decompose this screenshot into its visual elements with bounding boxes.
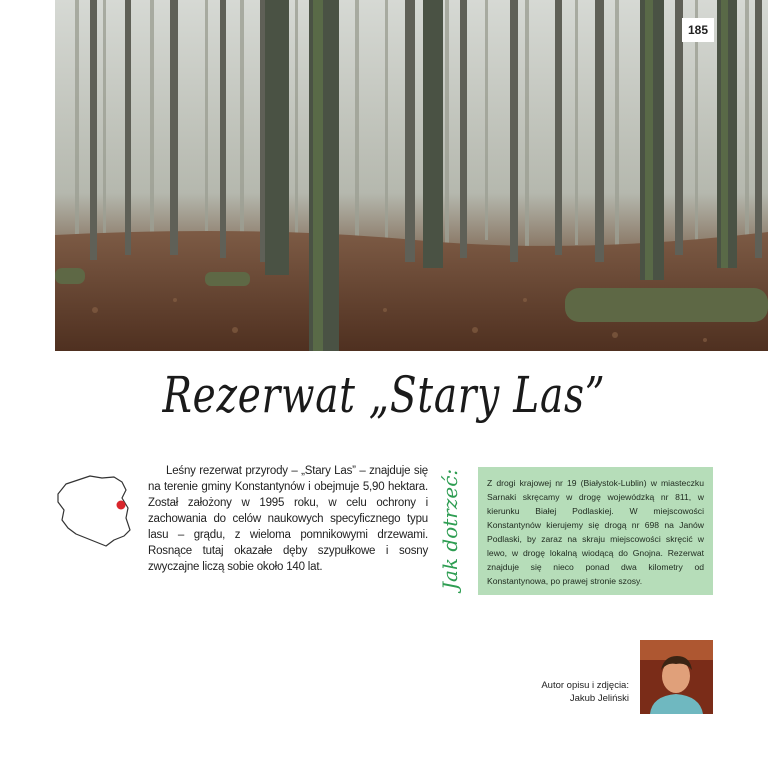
- page-title: Rezerwat „Stary Las”: [162, 366, 606, 424]
- author-name: Jakub Jeliński: [569, 693, 629, 704]
- author-photo: [640, 640, 713, 714]
- forest-illustration: [55, 0, 768, 351]
- forest-photo: [55, 0, 768, 351]
- poland-outline-icon: [52, 474, 134, 549]
- author-portrait: [640, 640, 713, 714]
- author-caption: Autor opisu i zdjęcia:: [541, 680, 629, 691]
- author-credit: [500, 679, 629, 705]
- directions-label: Jak dotrzeć:: [438, 468, 462, 590]
- location-marker-icon: [117, 501, 126, 510]
- directions-box: Z drogi krajowej nr 19 (Białystok-Lublin) w miasteczku Sarnaki skręcamy w drogę wojewódzką nr 811, w kierunku Białej Podlaskiej. W miejscowości Konstantynów kierujemy się drogą nr 698 na Janów Podlaski, by zaraz na skraju miejscowości skręcić w lewo, w drogę lokalną wiodącą do Gnojna. Rezerwat znajduje się nieco ponad dwa kilometry od Konstantynowa, po prawej stronie szosy.: [478, 467, 713, 595]
- page-number: 185: [682, 18, 714, 42]
- article-description: Leśny rezerwat przyrody – „Stary Las” – znajduje się na terenie gminy Konstantynów i obejmuje 5,90 hektara. Został założony w 1995 roku, w celu ochrony i zachowania do celów naukowych specyficznego typu lasu – grądu, z wieloma pomnikowymi drzewami. Rosnące tutaj okazałe dęby szypułkowe i sosny zwyczajne liczą sobie około 140 lat.: [148, 465, 428, 573]
- poland-map: [52, 474, 134, 549]
